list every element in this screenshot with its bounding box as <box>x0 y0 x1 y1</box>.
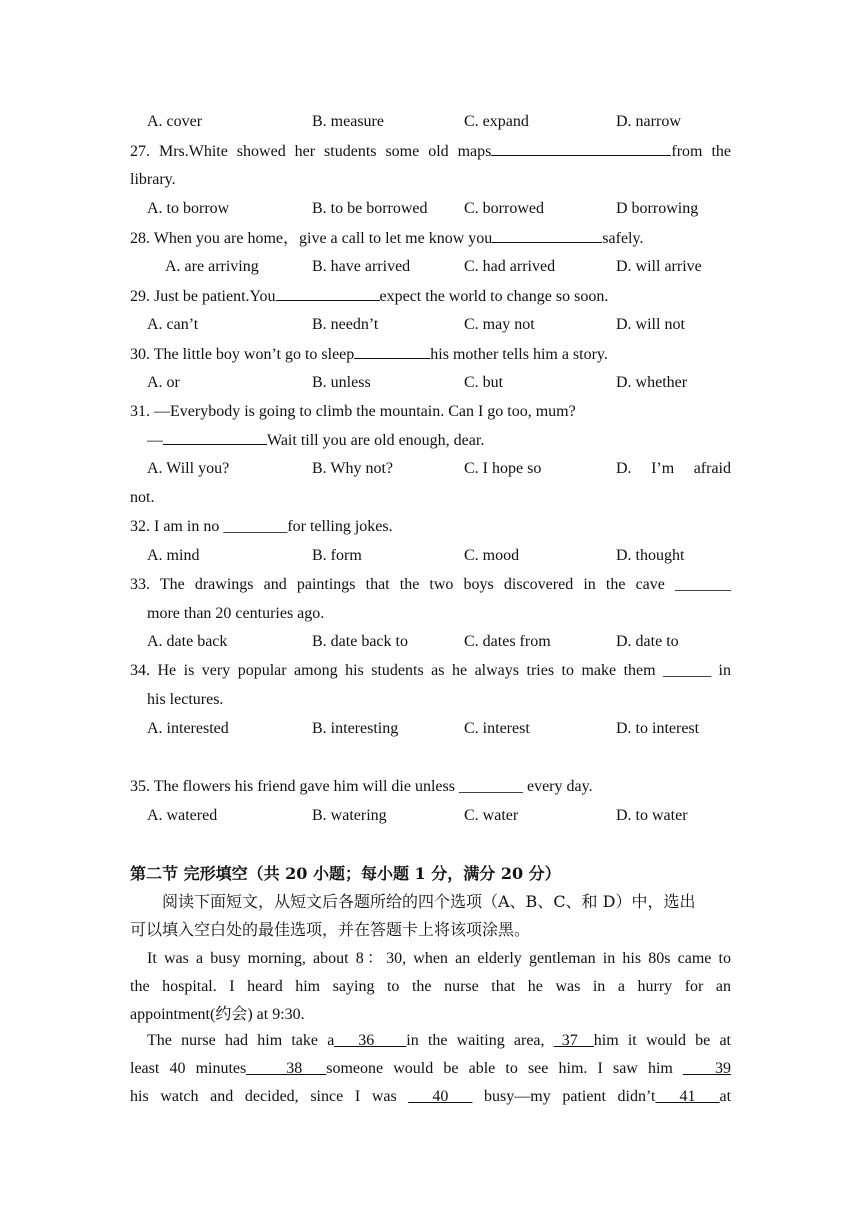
q27-stem-cont: library. <box>130 171 176 188</box>
q27-text-after: from the <box>671 143 732 160</box>
q30-option-a: A. or <box>147 374 180 391</box>
q32-option-b: B. form <box>312 547 362 564</box>
q34-stem: 34. He is very popular among his students as he always tries to make them ______ in <box>130 662 731 679</box>
q35-option-c: C. water <box>464 807 519 824</box>
passage-text: least 40 minutes <box>130 1060 247 1077</box>
q33-stem: 33. The drawings and paintings that the two boys discovered in the cave _______ <box>130 576 731 593</box>
passage-p2-line2 <box>130 1059 731 1079</box>
q29-blank <box>276 286 380 301</box>
blank-41: ___41___ <box>655 1088 720 1105</box>
q29-option-d: D. will not <box>616 316 685 333</box>
q31-option-b: B. Why not? <box>312 460 394 477</box>
q27-option-b: B. to be borrowed <box>312 200 428 217</box>
q34-option-c: C. interest <box>464 720 530 737</box>
q28-text: 28. When you are home，give a call to let me know you <box>130 230 493 247</box>
passage-text: him it would be at <box>593 1032 731 1049</box>
q34-option-d: D. to interest <box>616 720 700 737</box>
q31-reply-text: Wait till you are old enough, dear. <box>267 432 485 449</box>
passage-p1-line3: appointment(约会) at 9:30. <box>130 1006 305 1023</box>
q27-option-d: D borrowing <box>616 200 699 217</box>
passage-text: someone would be able to see him. I saw him <box>326 1060 673 1077</box>
q34-stem-cont: his lectures. <box>147 691 224 708</box>
passage-p2-line1 <box>147 1031 731 1051</box>
q34-option-a: A. interested <box>147 720 229 737</box>
q27-stem <box>130 141 731 162</box>
q35-option-a: A. watered <box>147 807 218 824</box>
q28-option-a: A. are arriving <box>165 258 259 275</box>
q28-text-after: safely. <box>602 230 644 247</box>
passage-text: at <box>719 1088 732 1105</box>
q34-option-b: B. interesting <box>312 720 399 737</box>
blank-38: _____38___ <box>246 1060 327 1077</box>
q33-option-a: A. date back <box>147 633 228 650</box>
q28-option-d: D. will arrive <box>616 258 702 275</box>
q30-option-b: B. unless <box>312 374 371 391</box>
passage-p1-line2: the hospital. I heard him saying to the nurse that he was in a hurry for an <box>130 978 731 995</box>
q32-option-a: A. mind <box>147 547 200 564</box>
q29-option-c: C. may not <box>464 316 535 333</box>
q32-option-d: D. thought <box>616 547 685 564</box>
section-title: 第二节 完形填空（共 20 小题；每小题 1 分，满分 20 分） <box>130 864 561 883</box>
q30-text-after: his mother tells him a story. <box>430 346 608 363</box>
passage-text: in the waiting area, <box>406 1032 545 1049</box>
q33-stem-cont: more than 20 centuries ago. <box>147 605 325 622</box>
passage-text: The nurse had him take a <box>147 1032 335 1049</box>
q30-option-d: D. whether <box>616 374 688 391</box>
section-instruction-line1: 阅读下面短文，从短文后各题所给的四个选项（A、B、C、和 D）中，选出 <box>162 892 696 911</box>
q29-option-b: B. needn’t <box>312 316 379 333</box>
blank-37: _37__ <box>553 1032 594 1049</box>
passage-p1-line1: It was a busy morning, about 8：30, when an elderly gentleman in his 80s came to <box>147 950 731 967</box>
q26-option-d: D. narrow <box>616 113 681 130</box>
q31-reply <box>147 430 484 451</box>
q27-blank <box>491 141 671 156</box>
q30-text: 30. The little boy won’t go to sleep <box>130 346 355 363</box>
q28-option-b: B. have arrived <box>312 258 411 275</box>
q26-option-c: C. expand <box>464 113 529 130</box>
q32-option-c: C. mood <box>464 547 520 564</box>
q29-option-a: A. can’t <box>147 316 199 333</box>
q30-option-c: C. but <box>464 374 504 391</box>
blank-39: ____39 <box>683 1060 732 1077</box>
q32-stem: 32. I am in no ________for telling jokes. <box>130 518 393 535</box>
q31-option-a: A. Will you? <box>147 460 230 477</box>
q33-option-c: C. dates from <box>464 633 551 650</box>
q26-option-a: A. cover <box>147 113 203 130</box>
passage-p2-line3 <box>130 1087 731 1107</box>
q33-option-b: B. date back to <box>312 633 408 650</box>
passage-text: his watch and decided, since I was <box>130 1088 397 1105</box>
q28-blank <box>492 228 602 243</box>
section-instruction-line2: 可以填入空白处的最佳选项，并在答题卡上将该项涂黑。 <box>130 920 531 939</box>
q35-option-b: B. watering <box>312 807 387 824</box>
passage-text: busy—my patient didn’t <box>484 1088 656 1105</box>
q27-option-c: C. borrowed <box>464 200 544 217</box>
q31-blank <box>163 430 267 445</box>
q35-stem: 35. The flowers his friend gave him will die unless ________ every day. <box>130 778 593 795</box>
q31-dash: — <box>147 432 163 449</box>
q29-stem <box>130 286 608 307</box>
q30-stem <box>130 344 608 365</box>
q29-text-after: expect the world to change so soon. <box>379 288 609 305</box>
blank-36: ___36____ <box>334 1032 407 1049</box>
q31-option-d: D. I’m afraid <box>616 460 731 477</box>
q30-blank <box>354 344 430 359</box>
q28-option-c: C. had arrived <box>464 258 556 275</box>
q28-stem <box>130 228 643 249</box>
q29-text: 29. Just be patient.You <box>130 288 276 305</box>
blank-40: ___40___ <box>408 1088 473 1105</box>
q27-text: 27. Mrs.White showed her students some old maps <box>130 143 492 160</box>
q27-option-a: A. to borrow <box>147 200 230 217</box>
q33-option-d: D. date to <box>616 633 679 650</box>
q31-option-d-cont: not. <box>130 489 155 506</box>
q26-option-b: B. measure <box>312 113 384 130</box>
q31-stem: 31. —Everybody is going to climb the mountain. Can I go too, mum? <box>130 403 576 420</box>
q31-option-c: C. I hope so <box>464 460 542 477</box>
q35-option-d: D. to water <box>616 807 688 824</box>
